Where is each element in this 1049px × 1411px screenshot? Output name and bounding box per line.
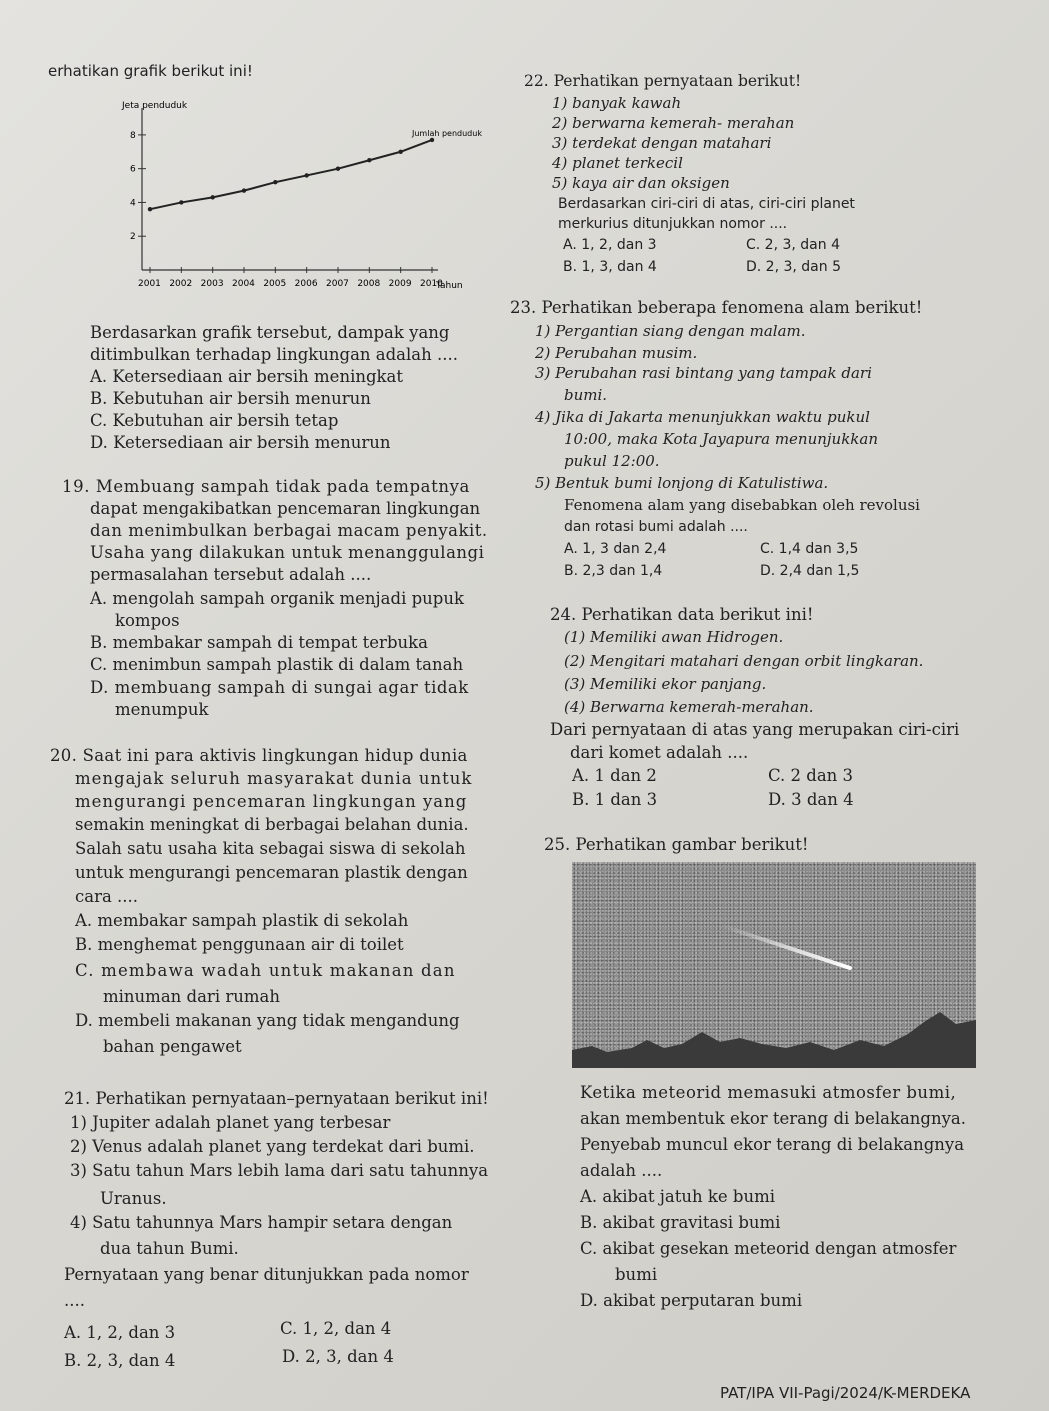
data-point bbox=[179, 200, 183, 204]
q23-item-5: 5) Bentuk bumi lonjong di Katulistiwa. bbox=[535, 474, 829, 492]
q20-line-3: mengurangi pencemaran lingkungan yang bbox=[75, 792, 468, 811]
q25-option-c[interactable]: C. akibat gesekan meteorid dengan atmosfer bbox=[580, 1239, 957, 1258]
q21-statement-4: 4) Satu tahunnya Mars hampir setara dengan bbox=[70, 1213, 453, 1232]
q23-option-d[interactable]: D. 2,4 dan 1,5 bbox=[760, 563, 860, 579]
q25-stem: 25. Perhatikan gambar berikut! bbox=[544, 835, 809, 854]
y-tick-label: 6 bbox=[130, 164, 136, 175]
population-chart bbox=[120, 88, 482, 303]
q25-line-1: Ketika meteorid memasuki atmosfer bumi, bbox=[580, 1083, 957, 1102]
q22-ask-1: Berdasarkan ciri-ciri di atas, ciri-ciri planet bbox=[558, 196, 855, 212]
q24-item-1: (1) Memiliki awan Hidrogen. bbox=[564, 628, 784, 646]
q21-statement-2: 2) Venus adalah planet yang terdekat dari bumi. bbox=[70, 1137, 475, 1156]
q22-item-5: 5) kaya air dan oksigen bbox=[552, 174, 730, 192]
population-line-chart bbox=[120, 88, 482, 303]
q23-item-1: 1) Pergantian siang dengan malam. bbox=[535, 322, 806, 340]
q24-item-3: (3) Memiliki ekor panjang. bbox=[564, 675, 767, 693]
q18-option-c[interactable]: C. Kebutuhan air bersih tetap bbox=[90, 411, 339, 430]
q19-line-3: dan menimbulkan berbagai macam penyakit. bbox=[90, 521, 488, 540]
meteor-photo bbox=[572, 862, 976, 1068]
q20-option-a[interactable]: A. membakar sampah plastik di sekolah bbox=[75, 911, 409, 930]
q25-line-3: Penyebab muncul ekor terang di belakangnya bbox=[580, 1135, 965, 1154]
x-tick-label: 2003 bbox=[200, 279, 224, 289]
x-tick-label: 2010 bbox=[420, 279, 443, 289]
q19-option-d-cont: menumpuk bbox=[115, 700, 209, 719]
q24-item-4: (4) Berwarna kemerah-merahan. bbox=[564, 698, 814, 716]
x-tick-label: 2001 bbox=[138, 279, 161, 289]
q18-option-d[interactable]: D. Ketersediaan air bersih menurun bbox=[90, 433, 391, 452]
data-point bbox=[430, 138, 434, 142]
q19-line-1: 19. Membuang sampah tidak pada tempatnya bbox=[62, 477, 470, 496]
q24-option-c[interactable]: C. 2 dan 3 bbox=[768, 766, 854, 785]
q22-option-c[interactable]: C. 2, 3, dan 4 bbox=[746, 237, 840, 253]
data-point bbox=[148, 207, 152, 211]
tree-silhouette bbox=[572, 1012, 976, 1068]
q19-line-2: dapat mengakibatkan pencemaran lingkungan bbox=[90, 499, 481, 518]
q19-line-4: Usaha yang dilakukan untuk menanggulangi bbox=[90, 543, 485, 562]
q20-option-c-cont: minuman dari rumah bbox=[103, 987, 280, 1006]
q23-item-4-cont: 10:00, maka Kota Jayapura menunjukkan bbox=[564, 430, 878, 448]
q23-item-3: 3) Perubahan rasi bintang yang tampak dari bbox=[535, 364, 872, 382]
q22-item-4: 4) planet terkecil bbox=[552, 154, 683, 172]
q21-option-a[interactable]: A. 1, 2, dan 3 bbox=[64, 1323, 176, 1342]
q20-line-1: 20. Saat ini para aktivis lingkungan hidup dunia bbox=[50, 746, 468, 765]
q23-ask-1: Fenomena alam yang disebabkan oleh revolusi bbox=[564, 496, 920, 514]
x-tick-label: 2007 bbox=[326, 279, 349, 289]
q19-option-a[interactable]: A. mengolah sampah organik menjadi pupuk bbox=[90, 589, 464, 608]
q23-ask-2: dan rotasi bumi adalah .... bbox=[564, 519, 748, 535]
q19-option-c[interactable]: C. menimbun sampah plastik di dalam tanah bbox=[90, 655, 464, 674]
x-tick-label: 2006 bbox=[294, 279, 318, 289]
q22-item-2: 2) berwarna kemerah- merahan bbox=[552, 114, 795, 132]
x-tick-label: 2004 bbox=[232, 279, 255, 289]
q22-option-d[interactable]: D. 2, 3, dan 5 bbox=[746, 259, 841, 275]
chart-xlabel: Tahun bbox=[436, 281, 463, 291]
q22-stem: 22. Perhatikan pernyataan berikut! bbox=[524, 72, 802, 90]
q18-stem-1: Berdasarkan grafik tersebut, dampak yang bbox=[90, 323, 450, 342]
q23-option-a[interactable]: A. 1, 3 dan 2,4 bbox=[564, 541, 667, 557]
q20-option-d[interactable]: D. membeli makanan yang tidak mengandung bbox=[75, 1011, 460, 1030]
q22-ask-2: merkurius ditunjukkan nomor .... bbox=[558, 216, 788, 232]
q23-item-4: 4) Jika di Jakarta menunjukkan waktu pukul bbox=[535, 408, 870, 426]
q25-line-2: akan membentuk ekor terang di belakangnya. bbox=[580, 1109, 967, 1128]
q24-ask-1: Dari pernyataan di atas yang merupakan ciri-ciri bbox=[550, 720, 960, 739]
q19-option-d[interactable]: D. membuang sampah di sungai agar tidak bbox=[90, 678, 469, 697]
q20-option-d-cont: bahan pengawet bbox=[103, 1037, 242, 1056]
meteor-streak-illustration bbox=[572, 862, 976, 1068]
x-tick-label: 2002 bbox=[169, 279, 193, 289]
q22-option-b[interactable]: B. 1, 3, dan 4 bbox=[563, 259, 657, 275]
q24-option-d[interactable]: D. 3 dan 4 bbox=[768, 790, 854, 809]
data-point bbox=[242, 188, 246, 192]
q24-ask-2: dari komet adalah .... bbox=[570, 743, 749, 762]
q23-item-2: 2) Perubahan musim. bbox=[535, 344, 698, 362]
q21-statement-1: 1) Jupiter adalah planet yang terbesar bbox=[70, 1113, 391, 1132]
q21-option-b[interactable]: B. 2, 3, dan 4 bbox=[64, 1351, 176, 1370]
series-line bbox=[150, 140, 432, 209]
chart-ylabel: Jeta penduduk bbox=[122, 101, 188, 111]
y-tick-label: 8 bbox=[130, 130, 136, 141]
q22-item-1: 1) banyak kawah bbox=[552, 94, 682, 112]
q25-line-4: adalah .... bbox=[580, 1161, 663, 1180]
q23-stem: 23. Perhatikan beberapa fenomena alam berikut! bbox=[510, 298, 923, 317]
q21-statement-3: 3) Satu tahun Mars lebih lama dari satu tahunnya bbox=[70, 1161, 489, 1180]
q18-stem-2: ditimbulkan terhadap lingkungan adalah .... bbox=[90, 345, 458, 364]
q23-option-b[interactable]: B. 2,3 dan 1,4 bbox=[564, 563, 663, 579]
data-point bbox=[367, 158, 371, 162]
q22-item-3: 3) terdekat dengan matahari bbox=[552, 134, 772, 152]
data-point bbox=[210, 195, 214, 199]
q20-line-6: untuk mengurangi pencemaran plastik dengan bbox=[75, 863, 468, 882]
data-point bbox=[336, 166, 340, 170]
x-tick-label: 2009 bbox=[388, 279, 412, 289]
q19-line-5: permasalahan tersebut adalah .... bbox=[90, 565, 372, 584]
q25-option-b[interactable]: B. akibat gravitasi bumi bbox=[580, 1213, 781, 1232]
q20-line-2: mengajak seluruh masyarakat dunia untuk bbox=[75, 769, 473, 788]
q22-option-a[interactable]: A. 1, 2, dan 3 bbox=[563, 237, 657, 253]
q19-option-a-cont: kompos bbox=[115, 611, 180, 630]
q24-option-a[interactable]: A. 1 dan 2 bbox=[572, 766, 657, 785]
q21-statement-4-cont: dua tahun Bumi. bbox=[100, 1239, 239, 1258]
q23-option-c[interactable]: C. 1,4 dan 3,5 bbox=[760, 541, 859, 557]
y-tick-label: 2 bbox=[130, 232, 136, 243]
y-tick-label: 4 bbox=[130, 198, 136, 209]
q21-option-d[interactable]: D. 2, 3, dan 4 bbox=[282, 1347, 394, 1366]
q18-option-b[interactable]: B. Kebutuhan air bersih menurun bbox=[90, 389, 371, 408]
q21-option-c[interactable]: C. 1, 2, dan 4 bbox=[280, 1319, 392, 1338]
q21-statement-3-cont: Uranus. bbox=[100, 1189, 167, 1208]
q23-item-3-cont: bumi. bbox=[564, 386, 608, 404]
footer-code: PAT/IPA VII-Pagi/2024/K-MERDEKA bbox=[720, 1384, 971, 1402]
data-point bbox=[273, 180, 277, 184]
q20-option-b[interactable]: B. menghemat penggunaan air di toilet bbox=[75, 935, 404, 954]
q24-option-b[interactable]: B. 1 dan 3 bbox=[572, 790, 658, 809]
q20-line-5: Salah satu usaha kita sebagai siswa di sekolah bbox=[75, 839, 466, 858]
q21-stem: 21. Perhatikan pernyataan–pernyataan berikut ini! bbox=[64, 1089, 489, 1108]
q25-option-c-cont: bumi bbox=[615, 1265, 658, 1284]
q23-item-4-cont2: pukul 12:00. bbox=[564, 452, 660, 470]
chart-series-label: Jumlah penduduk bbox=[412, 129, 482, 138]
data-point bbox=[398, 150, 402, 154]
q18-option-a[interactable]: A. Ketersediaan air bersih meningkat bbox=[90, 367, 404, 386]
q21-dots: .... bbox=[64, 1291, 85, 1310]
data-point bbox=[304, 173, 308, 177]
q20-line-7: cara .... bbox=[75, 887, 139, 906]
q19-option-b[interactable]: B. membakar sampah di tempat terbuka bbox=[90, 633, 428, 652]
meteor-trail bbox=[722, 926, 850, 968]
q25-option-d[interactable]: D. akibat perputaran bumi bbox=[580, 1291, 803, 1310]
x-tick-label: 2005 bbox=[263, 279, 287, 289]
q20-line-4: semakin meningkat di berbagai belahan dunia. bbox=[75, 815, 469, 834]
q21-ask: Pernyataan yang benar ditunjukkan pada nomor bbox=[64, 1265, 469, 1284]
q20-option-c[interactable]: C. membawa wadah untuk makanan dan bbox=[75, 961, 456, 980]
q24-stem: 24. Perhatikan data berikut ini! bbox=[550, 605, 814, 624]
q18-intro: erhatikan grafik berikut ini! bbox=[48, 62, 253, 80]
q25-option-a[interactable]: A. akibat jatuh ke bumi bbox=[580, 1187, 775, 1206]
q24-item-2: (2) Mengitari matahari dengan orbit lingkaran. bbox=[564, 652, 924, 670]
x-tick-label: 2008 bbox=[357, 279, 381, 289]
